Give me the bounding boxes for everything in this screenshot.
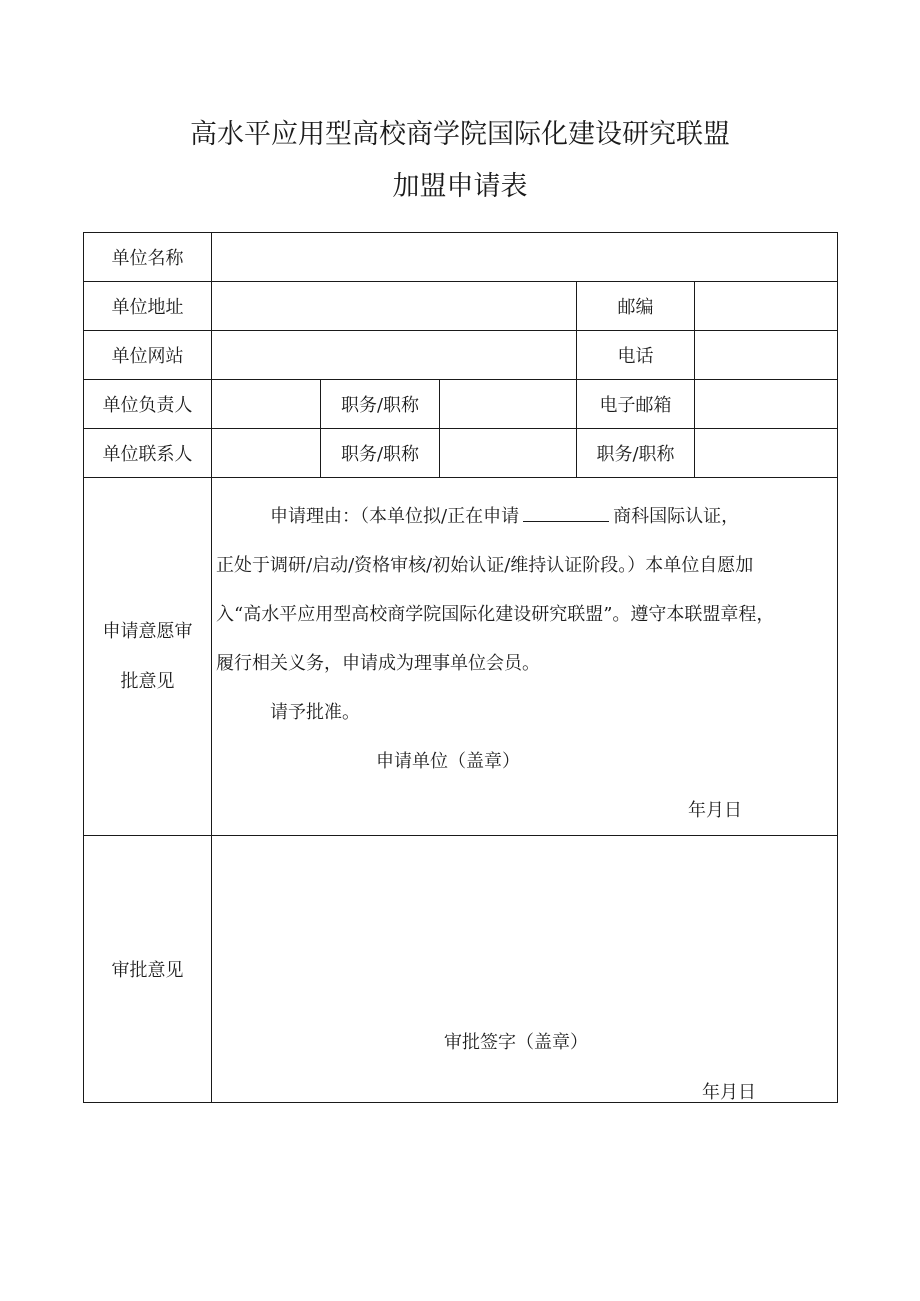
reason-line-1 (212, 492, 837, 541)
label-unit-contact: 单位联系人 (84, 429, 212, 478)
label-unit-leader: 单位负责人 (84, 380, 212, 429)
certification-blank[interactable] (523, 503, 609, 522)
input-postcode[interactable] (695, 282, 838, 331)
label-unit-address: 单位地址 (84, 282, 212, 331)
input-unit-website[interactable] (212, 331, 577, 380)
reason-after-blank: 商科国际认证， (613, 506, 740, 527)
input-contact-position[interactable] (440, 429, 577, 478)
reason-line-3: 入“高水平应用型高校商学院国际化建设研究联盟”。遵守本联盟章程， (216, 604, 775, 625)
input-email[interactable] (695, 380, 838, 429)
label-unit-name: 单位名称 (84, 233, 212, 282)
approval-opinion-cell[interactable] (212, 836, 838, 1103)
row-unit-address (84, 282, 838, 331)
label-approval-opinion: 审批意见 (84, 836, 212, 1103)
form-subtitle: 加盟申请表 (392, 171, 528, 202)
label-email: 电子邮箱 (577, 380, 695, 429)
label-application-line1: 申请意愿审 (102, 620, 193, 642)
row-unit-contact (84, 429, 838, 478)
label-leader-position: 职务/职称 (321, 380, 440, 429)
label-phone: 电话 (577, 331, 695, 380)
label-postcode: 邮编 (577, 282, 695, 331)
row-approval (84, 836, 838, 1103)
approval-date-label: 年月日 (702, 1082, 756, 1103)
reason-line-4: 履行相关义务，申请成为理事单位会员。 (216, 653, 540, 674)
input-unit-leader[interactable] (212, 380, 321, 429)
row-unit-name (84, 233, 838, 282)
application-date-label: 年月日 (688, 800, 742, 821)
application-form-table (83, 232, 838, 1103)
label-application-line2: 批意见 (120, 670, 175, 692)
approval-signature-label: 审批签字（盖章） (444, 1032, 588, 1053)
reason-start: 申请理由：（本单位拟/正在申请 (270, 506, 520, 527)
input-unit-name[interactable] (212, 233, 838, 282)
row-application (84, 478, 838, 836)
reason-line-2: 正处于调研/启动/资格审核/初始认证/维持认证阶段。）本单位自愿加 (216, 555, 754, 576)
input-unit-address[interactable] (212, 282, 577, 331)
label-unit-website: 单位网站 (84, 331, 212, 380)
input-leader-position[interactable] (440, 380, 577, 429)
input-contact-position-2[interactable] (695, 429, 838, 478)
form-title: 高水平应用型高校商学院国际化建设研究联盟 (190, 119, 730, 150)
application-reason-cell[interactable] (212, 478, 838, 836)
request-approval-text: 请予批准。 (270, 702, 360, 723)
row-unit-leader (84, 380, 838, 429)
row-unit-website (84, 331, 838, 380)
label-application-opinion (84, 478, 212, 836)
input-unit-contact[interactable] (212, 429, 321, 478)
label-contact-position: 职务/职称 (321, 429, 440, 478)
applicant-seal-label: 申请单位（盖章） (376, 751, 520, 772)
label-contact-position-2: 职务/职称 (577, 429, 695, 478)
input-phone[interactable] (695, 331, 838, 380)
